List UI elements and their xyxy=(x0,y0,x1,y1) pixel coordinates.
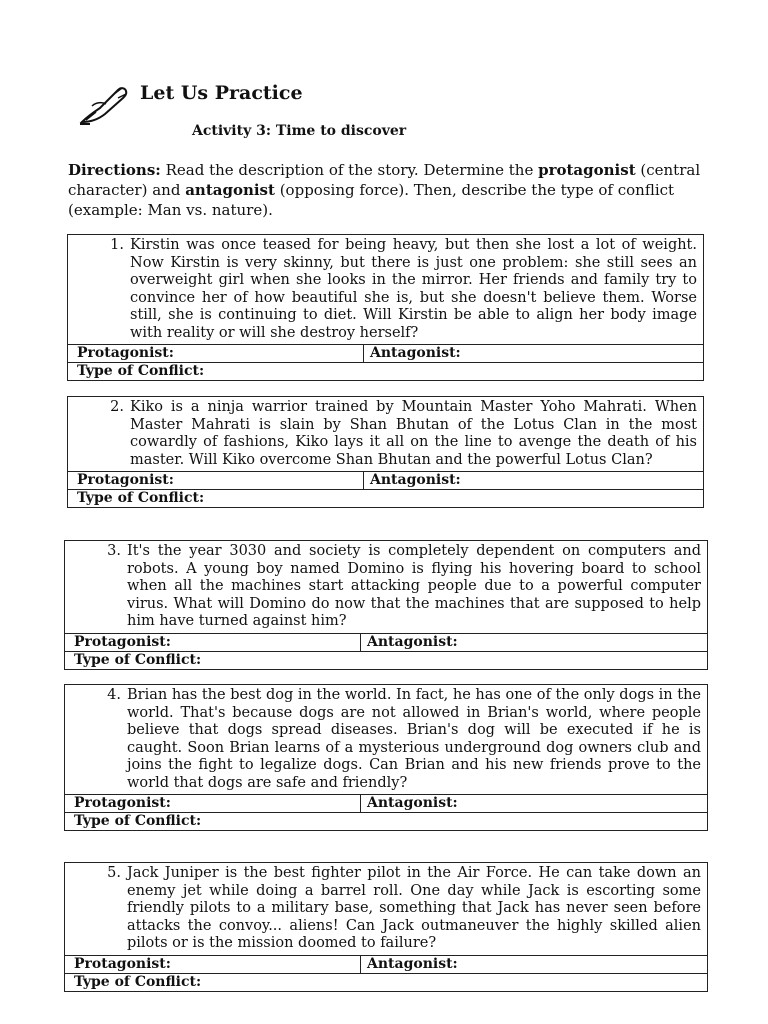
protagonist-field[interactable]: Protagonist: xyxy=(65,795,361,812)
conflict-field[interactable]: Type of Conflict: xyxy=(77,490,205,506)
directions: Directions: Read the description of the story. Determine the protagonist (central character) and antagonist (opposing force). Then, describe the type of conflict (example: Man vs. nature). xyxy=(68,161,701,219)
page-title: Let Us Practice xyxy=(140,82,303,104)
directions-label: Directions: xyxy=(68,161,161,179)
story-box-3 xyxy=(64,540,708,670)
story-text: Jack Juniper is the best fighter pilot in the Air Force. He can take down an enemy jet while doing a barrel roll. One day while Jack is escorting some friendly pilots to a military base, something that Jack has never seen before attacks the convoy... aliens! Can Jack outmaneuver the highly skilled alien pilots or is the mission doomed to failure? xyxy=(127,865,701,951)
antagonist-field[interactable]: Antagonist: xyxy=(367,633,458,650)
story-number: 1. xyxy=(110,237,124,253)
writing-hand-icon xyxy=(78,82,130,126)
story-number: 3. xyxy=(107,543,121,559)
conflict-field[interactable]: Type of Conflict: xyxy=(74,813,202,829)
story-text: Kirstin was once teased for being heavy, but then she lost a lot of weight. Now Kirstin is very skinny, but there is just one problem: she still sees an overweight girl when she looks in the mirror. Her friends and family try to convince her of how beautiful she is, but she doesn't believe them. Worse still, she is continuing to diet. Will Kirstin be able to align her body image with reality or will she destroy herself? xyxy=(130,237,697,341)
story-box-5 xyxy=(64,862,708,992)
antagonist-field[interactable]: Antagonist: xyxy=(367,955,458,972)
story-number: 5. xyxy=(107,865,121,881)
antagonist-field[interactable]: Antagonist: xyxy=(367,795,458,811)
story-text: Brian has the best dog in the world. In fact, he has one of the only dogs in the world. That's because dogs are not allowed in Brian's world, where people believe that dogs spread diseases. Brian's dog will be executed if he is caught. Soon Brian learns of a mysterious underground dog owners club and joins the fight to legalize dogs. Can Brian and his new friends prove to the world that dogs are safe and friendly? xyxy=(127,687,701,791)
header xyxy=(78,78,478,128)
antagonist-field[interactable]: Antagonist: xyxy=(370,345,461,361)
conflict-field[interactable]: Type of Conflict: xyxy=(74,973,202,990)
story-number: 4. xyxy=(107,687,121,703)
story-box-4 xyxy=(64,684,708,831)
protagonist-field[interactable]: Protagonist: xyxy=(68,345,364,362)
antagonist-field[interactable]: Antagonist: xyxy=(370,472,461,488)
conflict-field[interactable]: Type of Conflict: xyxy=(77,363,205,379)
conflict-field[interactable]: Type of Conflict: xyxy=(74,651,202,668)
story-text: Kiko is a ninja warrior trained by Mountain Master Yoho Mahrati. When Master Mahrati is slain by Shan Bhutan of the Lotus Clan in the most cowardly of fashions, Kiko lays it all on the line to avenge the death of his master. Will Kiko overcome Shan Bhutan and the powerful Lotus Clan? xyxy=(130,399,697,468)
protagonist-field[interactable]: Protagonist: xyxy=(65,634,361,651)
story-number: 2. xyxy=(110,399,124,415)
story-box-1 xyxy=(67,234,704,381)
protagonist-field[interactable]: Protagonist: xyxy=(65,956,361,973)
story-text: It's the year 3030 and society is completely dependent on computers and robots. A young boy named Domino is flying his hovering board to school when all the machines start attacking people due to a powerful computer virus. What will Domino do now that the machines that are supposed to help him have turned against him? xyxy=(127,543,701,629)
activity-title: Activity 3: Time to discover xyxy=(192,123,407,139)
story-box-2 xyxy=(67,396,704,508)
protagonist-field[interactable]: Protagonist: xyxy=(68,472,364,489)
